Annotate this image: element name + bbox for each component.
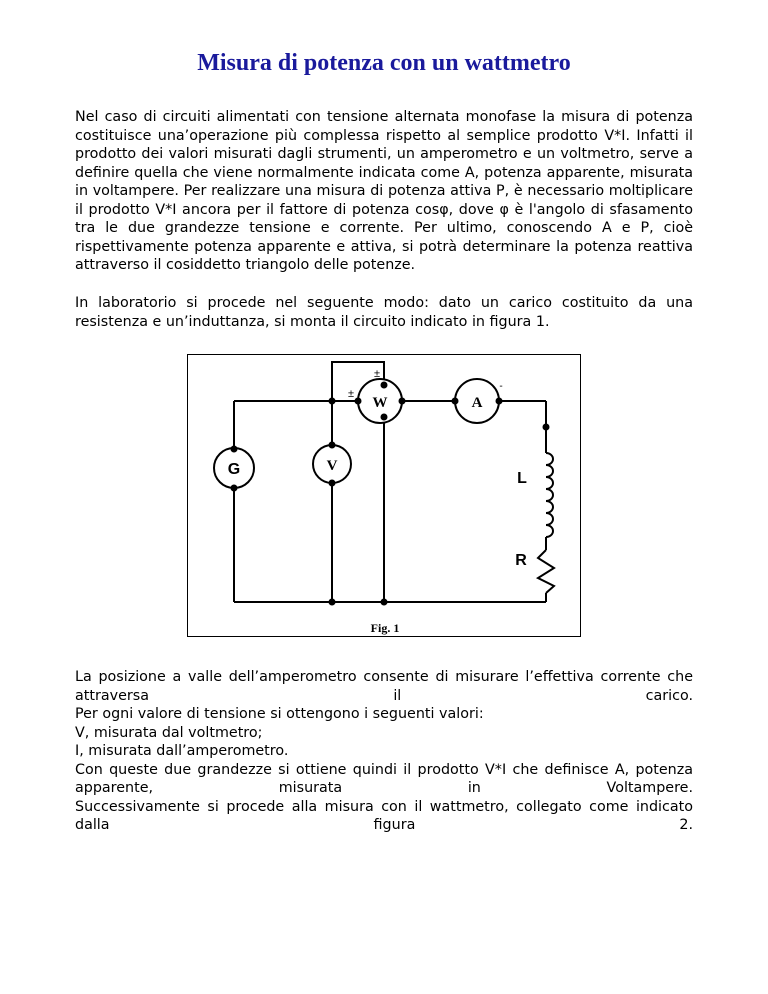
resistor-label: R [515,552,527,569]
wattmeter-plus-top-label: ± [373,368,381,380]
intro-paragraph: Nel caso di circuiti alimentati con tensione alternata monofase la misura di potenza costituisce una’operazione più complessa rispetto al semplice prodotto V*I. Infatti il prodotto dei valori misurati dagli strumenti, un amperometro e un voltmetro, serve a definire quella che viene normalmente indicata come A, potenza apparente, misurata in voltampere. Per realizzare una misura di potenza attiva P, è necessario moltiplicare il prodotto V*I ancora per il fattore di potenza cosφ, dove φ è l'angolo di sfasamento tra le due grandezze tensione e corrente. Per ultimo, conoscendo A e P, cioè rispettivamente potenza apparente e attiva, si potrà determinare la potenza reattiva attraverso il cosiddetto triangolo delle potenze. [75,109,693,273]
circuit-diagram-svg [188,355,582,638]
ammeter-label: A [471,395,483,411]
generator-label: G [227,461,241,478]
text-line: La posizione a valle dell’amperometro consente di misurare l’effettiva corrente che attraversa il carico. [75,669,693,704]
wattmeter-plus-left-label: ± [347,388,355,400]
measurement-paragraph [75,668,693,835]
voltmeter-label: V [326,458,338,474]
lab-procedure-paragraph: In laboratorio si procede nel seguente modo: dato un carico costituito da una resistenza e un’induttanza, si monta il circuito indicato in figura 1. [75,295,693,330]
figure-1-circuit-diagram [187,354,581,637]
text-line: I, misurata dall’amperometro. [75,743,289,759]
text-line: V, misurata dal voltmetro; [75,724,263,741]
figure-caption: Fig. 1 [370,621,400,635]
page-title: Misura di potenza con un wattmetro [197,50,571,76]
ammeter-minus-label: - [499,381,503,392]
inductor-label: L [517,470,527,487]
text-line: Per ogni valore di tensione si ottengono i seguenti valori: [75,706,484,722]
wattmeter-label: W [372,395,388,411]
text-line: Con queste due grandezze si ottiene quindi il prodotto V*I che definisce A, potenza apparente, misurata in Voltampere. [75,761,693,796]
text-line: Successivamente si procede alla misura con il wattmetro, collegato come indicato dalla figura 2. [75,798,693,833]
